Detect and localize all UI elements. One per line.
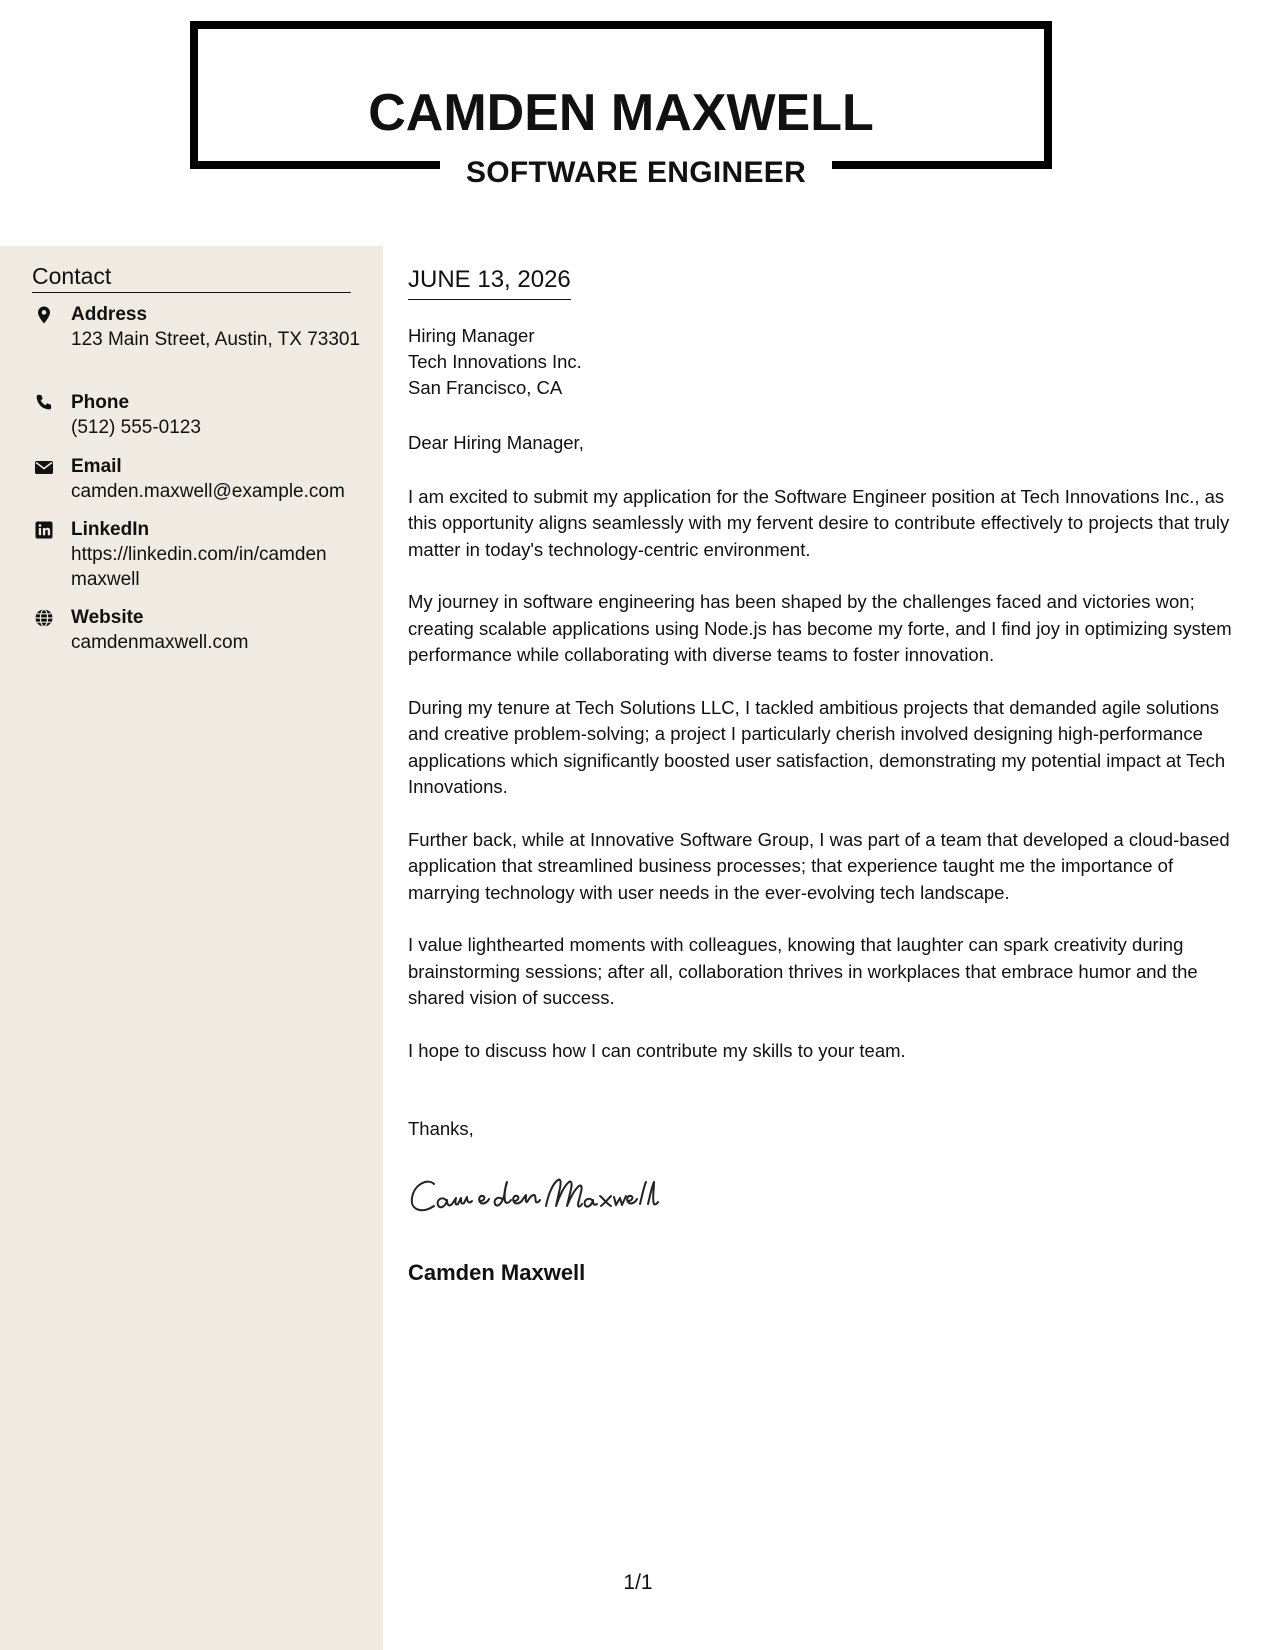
body-paragraph: I hope to discuss how I can contribute my skills to your team. (408, 1039, 906, 1061)
phone-icon (34, 393, 54, 413)
body-paragraph: I am excited to submit my application for the Software Engineer position at Tech Innovations Inc., as this opportunity aligns seamlessly with my fervent desire to contribute effectively to projects that truly matter in today's technology-centric environment. (408, 485, 1230, 560)
email-label: Email (71, 456, 122, 477)
job-title: SOFTWARE ENGINEER (465, 156, 807, 189)
linkedin-label: LinkedIn (71, 519, 150, 540)
linkedin-value: https://linkedin.com/in/camdenmaxwell (71, 544, 327, 590)
recipient-line: Hiring Manager (408, 325, 535, 346)
contact-sidebar (0, 246, 383, 1650)
map-pin-icon (34, 305, 54, 325)
phone-label: Phone (71, 392, 130, 413)
page-number: 1/1 (623, 1571, 653, 1594)
website-label: Website (71, 607, 144, 628)
linkedin-icon (34, 520, 54, 540)
body-paragraph: I value lighthearted moments with colleagues, knowing that laughter can spark creativity during brainstorming sessions; after all, collaboration thrives in workplaces that embrace humor and the shared vision of success. (408, 934, 1198, 1008)
email-value: camden.maxwell@example.com (71, 481, 345, 502)
website-value: camdenmaxwell.com (71, 632, 249, 653)
signer-name: Camden Maxwell (408, 1260, 586, 1285)
role-banner (440, 150, 832, 196)
letter-date: JUNE 13, 2026 (408, 264, 571, 300)
recipient-line: Tech Innovations Inc. (408, 351, 582, 372)
address-label: Address (71, 304, 148, 325)
body-paragraph: My journey in software engineering has been shaped by the challenges faced and victories won; creating scalable applications using Node.js has become my forte, and I find joy in optimizing system performance while collaborating with diverse teams to foster innovation. (408, 591, 1232, 665)
contact-heading: Contact (32, 260, 351, 293)
address-value: 123 Main Street, Austin, TX 73301 (71, 329, 361, 350)
salutation: Dear Hiring Manager, (408, 432, 584, 453)
recipient-line: San Francisco, CA (408, 377, 563, 398)
closing: Thanks, (408, 1118, 474, 1139)
globe-icon (34, 608, 54, 628)
body-paragraph: During my tenure at Tech Solutions LLC, I tackled ambitious projects that demanded agile solutions and creative problem-solving; a project I particularly cherish involved designing high-performance applications which significantly boosted user satisfaction, demonstrating my potential impact at Tech Innovations. (408, 696, 1226, 797)
handwritten-signature (406, 1166, 676, 1226)
letter-body (408, 430, 1248, 1090)
envelope-icon (34, 457, 54, 477)
name-frame (190, 21, 1052, 169)
phone-value: (512) 555-0123 (71, 417, 201, 438)
recipient-block (408, 323, 582, 401)
body-paragraph: Further back, while at Innovative Software Group, I was part of a team that developed a cloud-based application that streamlined business processes; that experience taught me the importance of marrying technology with user needs in the ever-evolving tech landscape. (408, 828, 1230, 903)
applicant-name: CAMDEN MAXWELL (368, 84, 874, 142)
